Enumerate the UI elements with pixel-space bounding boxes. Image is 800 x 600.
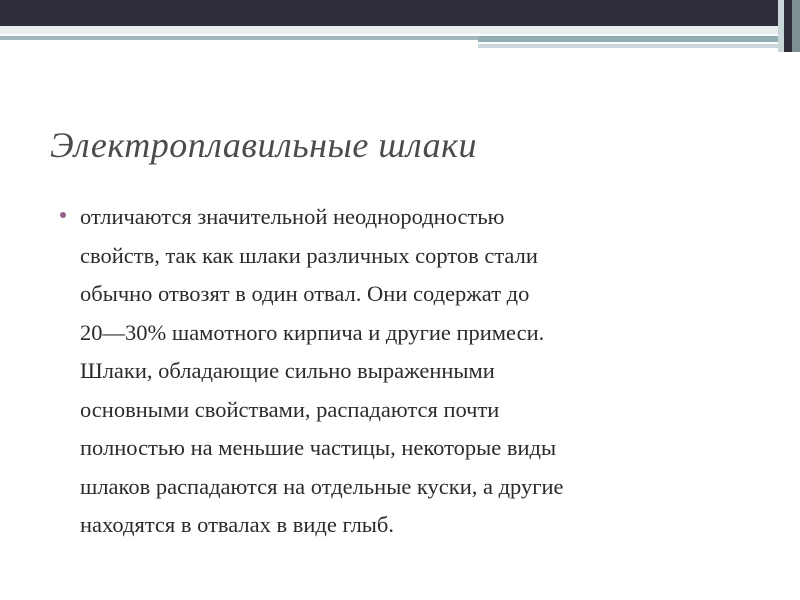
- bullet-text-line: обычно отвозят в один отвал. Они содержат до: [80, 281, 530, 306]
- decorative-line-right: [478, 36, 778, 42]
- bullet-text-line: основными свойствами, распадаются почти: [80, 396, 500, 422]
- bullet-text-line: 20—30% шамотного кирпича и другие примеси.: [80, 319, 545, 345]
- bullet-dot-icon: [60, 212, 66, 218]
- top-band-highlight: [0, 26, 800, 34]
- decorative-line-left: [0, 36, 478, 40]
- bullet-text-line: полностью на меньшие частицы, некоторые виды: [80, 435, 557, 460]
- bullet-text-line: свойств, так как шлаки различных сортов стали: [80, 242, 538, 268]
- corner-accent-gray: [792, 0, 800, 52]
- slide-title: Электроплавильные шлаки: [50, 125, 477, 165]
- bullet-text-line: Шлаки, обладающие сильно выраженными: [80, 358, 495, 383]
- bullet-item: [58, 198, 738, 545]
- bullet-list: [58, 198, 738, 545]
- bullet-text-line: шлаков распадаются на отдельные куски, а другие: [80, 473, 564, 499]
- decorative-line-right-thin: [478, 44, 778, 48]
- bullet-text-line: находятся в отвалах в виде глыб.: [80, 512, 395, 537]
- corner-accent-dark: [784, 0, 792, 52]
- bullet-text-line: отличаются значительной неоднородностью: [80, 204, 505, 229]
- top-band: [0, 0, 800, 26]
